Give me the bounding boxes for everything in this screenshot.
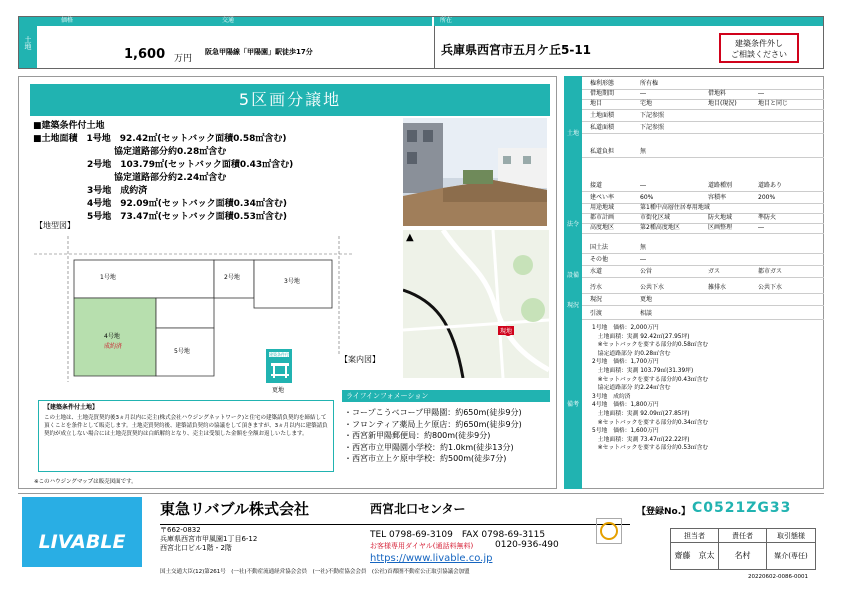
spec-line: 5号地 73.47㎡(セットバック面積0.53㎡含む)	[33, 212, 287, 222]
table-row-key: 水道	[590, 268, 603, 275]
remark-line: 土地面積：実測 103.79㎡(31.39坪)	[592, 367, 694, 374]
table-row-key: 建ぺい率	[590, 194, 615, 201]
map-label: 【案内図】	[340, 355, 380, 364]
spec-line: ■建築条件付土地	[33, 121, 105, 131]
section-law: 法令	[564, 191, 582, 259]
remarks-list	[592, 324, 708, 453]
table-row-value: 第1種中高層住居専用地域	[640, 204, 710, 211]
site-photo	[403, 118, 547, 226]
site-marker: 現地	[500, 328, 513, 335]
livable-logo: LIVABLE	[22, 497, 142, 567]
table-row-value-2: ―	[758, 224, 764, 231]
table-row-value: ―	[640, 182, 646, 189]
table-row-divider	[582, 265, 824, 266]
spec-line: 2号地 103.79㎡(セットバック面積0.43㎡含む)	[33, 160, 294, 170]
table-row-value: 所有権	[640, 80, 659, 87]
vacant-lot-icon-shape	[270, 360, 290, 380]
freedial-label: お客様専用ダイヤル(通話料無料)	[370, 542, 474, 550]
header-tabs	[37, 17, 432, 26]
table-row-divider	[582, 109, 824, 110]
table-row-divider	[582, 305, 824, 306]
section-current: 現況	[564, 292, 582, 320]
section-equipment: 設備	[564, 259, 582, 292]
remark-line: ※セットバックを要する部分約0.34㎡含む	[592, 419, 709, 426]
table-row-divider	[582, 121, 824, 122]
plan-label: 【地型図】	[35, 221, 75, 230]
price-unit: 万円	[174, 54, 193, 64]
tel-fax: TEL 0798-69-3109 FAX 0798-69-3115	[370, 530, 546, 540]
table-row-key-2: ガス	[708, 268, 721, 275]
table-row-key-2: 容積率	[708, 194, 727, 201]
table-row-key: 引渡	[590, 310, 603, 317]
plot-label-5: 5号地	[174, 348, 190, 355]
location-text: 兵庫県西宮市五月ケ丘5-11	[441, 43, 592, 57]
remark-line: ※セットバックを要する部分約0.58㎡含む	[592, 342, 709, 349]
remark-line: 5号地 価格：1,600万円	[592, 428, 659, 435]
table-row-divider	[582, 233, 824, 234]
remark-line: 協定道路部分 約0.28㎡含む	[592, 350, 671, 357]
table-row-value: ―	[640, 90, 646, 97]
table-row-value: 無	[640, 148, 647, 155]
table-row-value: 相談	[640, 310, 653, 317]
table-row-key: 汚水	[590, 284, 603, 291]
table-row-key: 私道面積	[590, 124, 615, 131]
guide-map	[403, 230, 549, 378]
certification-mark-shape	[597, 519, 621, 543]
table-row-key-2: 地目(現況)	[708, 100, 737, 107]
registration-label: 【登録No.】	[637, 507, 691, 517]
banner: 5区画分譲地	[30, 84, 550, 116]
table-row-divider	[582, 213, 824, 214]
site-photo-image	[403, 118, 547, 226]
plot-plan-drawing	[34, 236, 354, 382]
plot-label-sold: 成約済	[104, 343, 123, 350]
staff-table	[670, 528, 816, 570]
table-row-key: 用途地域	[590, 204, 615, 211]
table-row-divider	[582, 293, 824, 294]
lifeinfo-item: ・西宮市立甲陽園小学校：約1.0km(徒歩13分)	[344, 442, 514, 452]
notice-box: 建築条件外し ご相談ください	[719, 33, 799, 63]
table-row-divider	[582, 191, 824, 192]
lifeinfo-item: ・西宮市立上ケ原中学校：約500m(徒歩7分)	[344, 454, 507, 463]
table-row-key-2: 雑排水	[708, 284, 727, 291]
table-row-value-2: ―	[758, 90, 764, 97]
remark-line: 1号地 価格：2,000万円	[592, 325, 659, 331]
table-row-divider	[582, 133, 824, 134]
vacant-lot-label: 更地	[272, 387, 285, 394]
certification-mark-icon	[596, 518, 622, 544]
plot-label-2: 2号地	[224, 274, 240, 281]
table-row-key-2: 借地料	[708, 90, 727, 97]
remark-line: 土地面積：実測 92.42㎡(27.95坪)	[592, 333, 690, 340]
location-tab: 所在	[440, 17, 453, 24]
table-row-divider	[582, 277, 824, 278]
table-row-key: 権利形態	[590, 80, 615, 87]
remark-line: 協定道路部分 約2.24㎡含む	[592, 385, 671, 392]
remark-line: 3号地 成約済	[592, 393, 631, 400]
spec-line: 3号地 成約済	[33, 186, 148, 196]
table-row-value-2: 地目と同じ	[758, 100, 789, 107]
freedial-number: 0120-936-490	[495, 540, 559, 550]
document-code: 20220602-0086-0001	[748, 574, 808, 580]
table-row-key: 地目	[590, 100, 603, 107]
staff-person: 齋藤 京太	[671, 543, 719, 569]
table-row-divider	[582, 223, 824, 224]
section-remarks: 備考	[564, 320, 582, 489]
table-row-value: 市街化区域	[640, 214, 671, 221]
table-row-key: 私道負担	[590, 148, 615, 155]
spec-line: ■土地面積 1号地 92.42㎡(セットバック面積0.58㎡含む)	[33, 134, 287, 144]
table-row-divider	[582, 253, 824, 254]
table-row-value: ―	[640, 256, 646, 263]
traffic-text: 阪急甲陽線「甲陽園」駅徒歩17分	[205, 48, 313, 56]
header-divider	[434, 26, 435, 68]
traffic-tab: 交通	[222, 17, 235, 24]
footnote: ※このハウジングマップは販売図面です。	[34, 479, 137, 485]
condition-note-title: 【建築条件付土地】	[44, 404, 99, 411]
header-bar	[18, 16, 824, 69]
table-row-value: 下記参照	[640, 124, 665, 131]
table-row-key: その他	[590, 256, 609, 263]
table-row-key-2: 区画整理	[708, 224, 733, 231]
table-row-value-2: 公共下水	[758, 284, 783, 291]
spec-line: 4号地 92.09㎡(セットバック面積0.34㎡含む)	[33, 199, 287, 209]
table-row-key: 土地面積	[590, 112, 615, 119]
table-row-value: 宅地	[640, 100, 653, 107]
footer-rule	[160, 524, 630, 525]
lifeinfo-item: ・西宮新甲陽郵便局：約800m(徒歩9分)	[344, 431, 491, 440]
remark-line: 2号地 価格：1,700万円	[592, 359, 659, 366]
table-row-divider	[582, 157, 824, 158]
table-row-key: 現況	[590, 296, 603, 303]
table-row-key: 借地期間	[590, 90, 615, 97]
vacant-lot-icon	[266, 349, 292, 383]
land-spec-list	[33, 120, 293, 224]
plot-plan	[34, 236, 354, 382]
postal-code: 〒662-0832	[160, 526, 201, 534]
address-line-1: 兵庫県西宮市甲風園1丁目6-12	[160, 535, 258, 543]
price-tab: 価格	[61, 17, 74, 24]
company-name: 東急リバブル株式会社	[160, 500, 309, 518]
license-text: 国土交通大臣(12)第261号 (一社)不動産流通経営協会会員 (一社)不動産協会会員 (公社)首都圏不動産公正取引協議会加盟	[160, 569, 470, 575]
lifeinfo-item: ・フロンティア薬局上ケ原店：約650m(徒歩9分)	[344, 419, 522, 429]
remark-line: ※セットバックを要する部分約0.43㎡含む	[592, 376, 709, 383]
remark-line: 4号地 価格：1,800万円	[592, 402, 659, 409]
address-line-2: 西宮北口ビル1階・2階	[160, 544, 232, 552]
remark-line: 土地面積：実測 92.09㎡(27.85坪)	[592, 410, 690, 417]
plot-label-4: 4号地	[104, 333, 120, 340]
table-row-key: 都市計画	[590, 214, 615, 221]
table-row-key: 国土法	[590, 244, 609, 251]
lifeinfo-item: ・コープこうべコープ甲陽園：約650m(徒歩9分)	[344, 408, 522, 417]
table-row-divider	[582, 89, 824, 90]
staff-manager: 名村	[719, 543, 767, 569]
table-row-value-2: 準防火	[758, 214, 777, 221]
table-row-value-2: 200%	[758, 194, 776, 201]
north-arrow-icon: ▲	[406, 232, 414, 243]
table-row-value: 更地	[640, 296, 653, 303]
plot-label-1: 1号地	[100, 274, 116, 281]
table-row-divider	[582, 319, 824, 320]
price-value: 1,600	[124, 47, 166, 62]
remark-line: ※セットバックを要する部分約0.53㎡含む	[592, 445, 709, 452]
staff-head-1: 担当者	[671, 529, 719, 543]
staff-transaction: 媒介(専任)	[774, 552, 808, 560]
spec-line: 協定道路部分約0.28㎡含む	[33, 147, 227, 157]
table-row-value: 公営	[640, 268, 653, 275]
table-row-value-2: 道路あり	[758, 182, 783, 189]
table-row-value: 無	[640, 244, 647, 251]
table-row-value-2: 都市ガス	[758, 268, 783, 275]
location-tab-bar	[434, 17, 823, 26]
registration-number: C0521ZG33	[692, 500, 792, 516]
vacant-lot-icon-caption: 建築条件付土地	[269, 352, 289, 362]
table-row-value: 公共下水	[640, 284, 665, 291]
table-row-key-2: 防火地域	[708, 214, 733, 221]
branch-name: 西宮北口センター	[370, 502, 466, 516]
table-row-key: 接道	[590, 182, 603, 189]
staff-head-3: 取引態様	[767, 529, 815, 543]
guide-map-drawing	[403, 230, 549, 378]
plot-label-3: 3号地	[284, 278, 300, 285]
condition-note-body: この土地は、土地売買契約後3ヵ月以内に売主(株式会社ハウジングネットワーク)と住宅の建築請負契約を締結して頂くことを条件として販売します。土地売買契約後、建築請負契約の協議をして頂きますが、3ヵ月以内に建築請負契約が成立しない場合には土地売買契約は白紙解約となり、売主は受領した金額を全額お返しいたします。	[44, 415, 328, 437]
website-link[interactable]: https://www.livable.co.jp	[370, 553, 493, 564]
section-land: 土地	[564, 76, 582, 191]
table-row-value: 60%	[640, 194, 654, 201]
header-side-label: 土地	[19, 17, 37, 68]
table-row-key-2: 道路種別	[708, 182, 733, 189]
spec-line: 協定道路部分約2.24㎡含む	[33, 173, 227, 183]
remark-line: 土地面積：実測 73.47㎡(22.22坪)	[592, 436, 690, 443]
staff-head-2: 責任者	[719, 529, 767, 543]
lifeinfo-title: ライフインフォメーション	[342, 390, 550, 402]
lifeinfo-list	[344, 407, 522, 465]
table-row-value: 下記参照	[640, 112, 665, 119]
table-row-key: 高度地区	[590, 224, 615, 231]
condition-note	[38, 400, 334, 472]
table-row-value: 第2種高度地区	[640, 224, 680, 231]
